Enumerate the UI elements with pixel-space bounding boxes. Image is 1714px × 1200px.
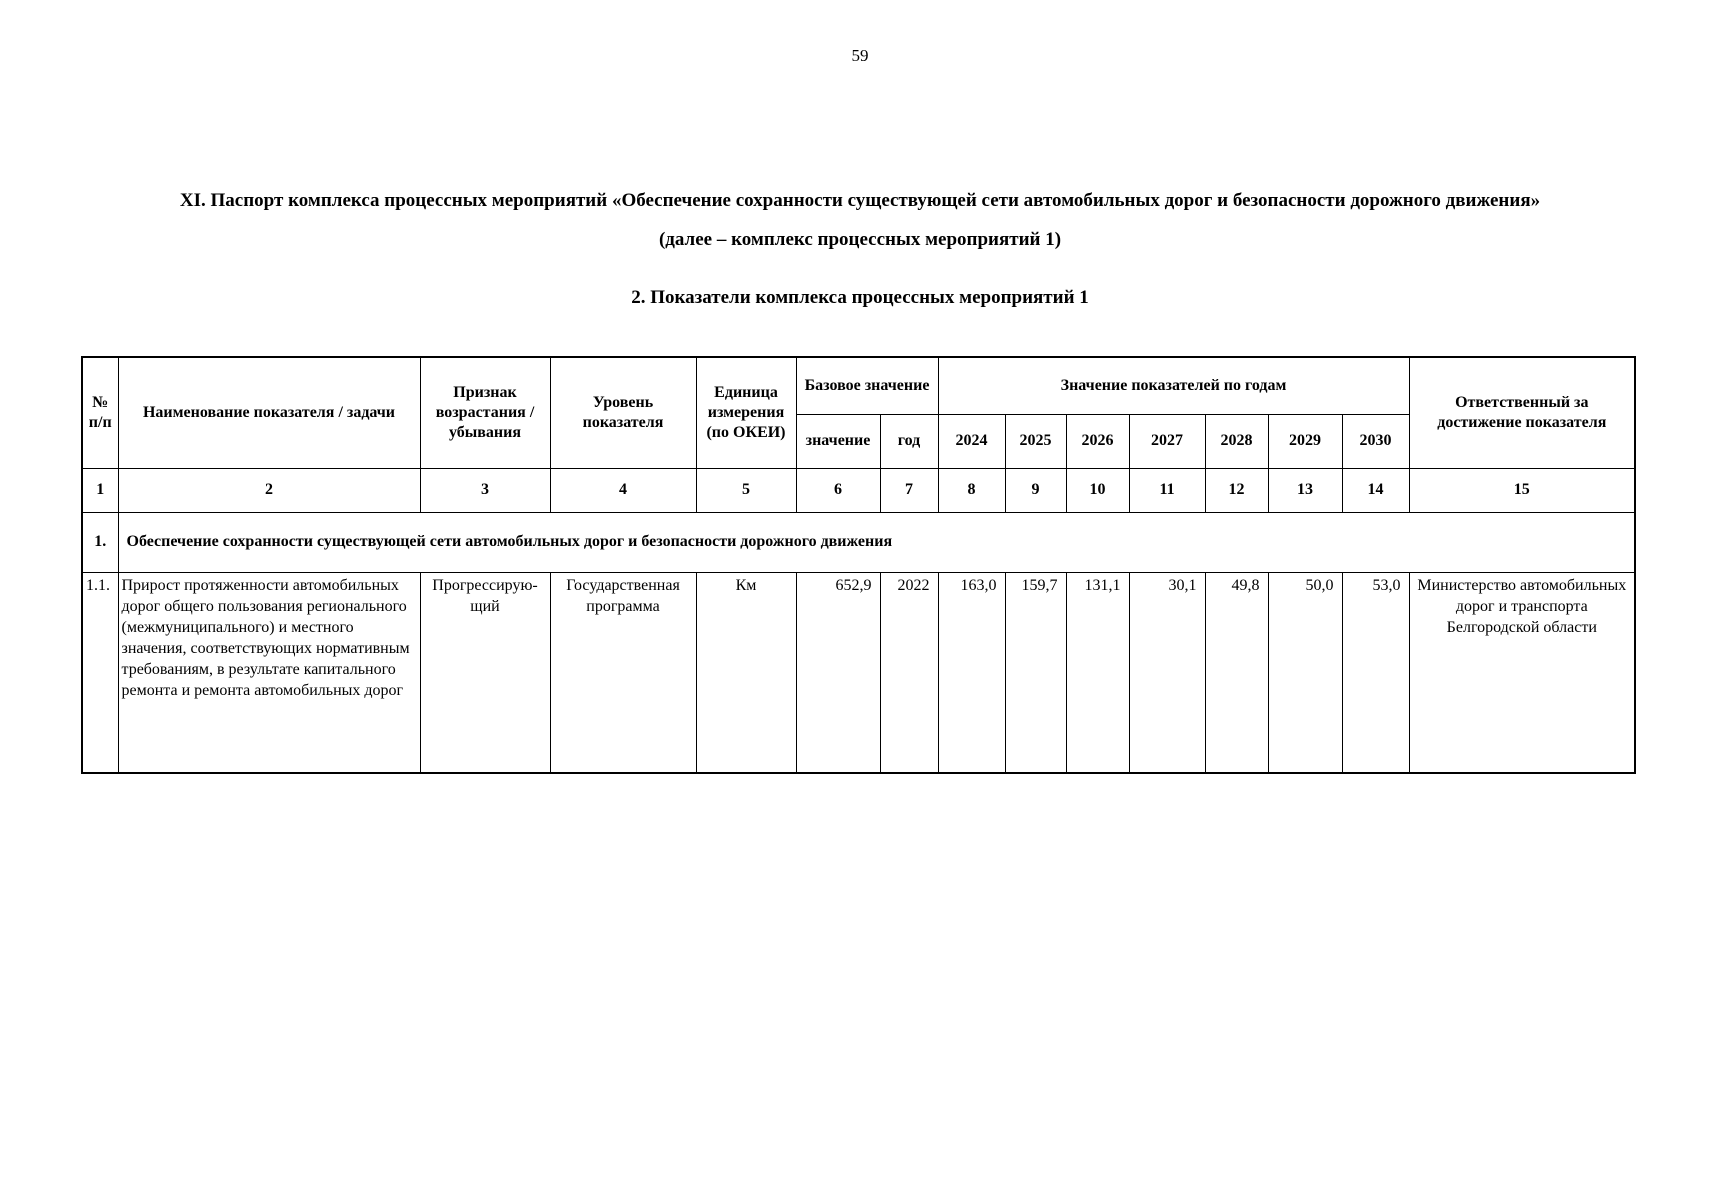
- header-responsible: Ответственный за достижение показателя: [1409, 357, 1635, 468]
- indicator-unit: Км: [696, 572, 796, 773]
- header-year-2024: 2024: [938, 414, 1005, 468]
- section-title: 2. Показатели комплекса процессных мероприятий 1: [631, 287, 1089, 308]
- column-number: 13: [1268, 468, 1342, 512]
- column-number: 2: [118, 468, 420, 512]
- header-sign: Признак возрастания / убывания: [420, 357, 550, 468]
- document-subtitle: (далее – комплекс процессных мероприятий 1): [658, 229, 1062, 250]
- header-level: Уровень показателя: [550, 357, 696, 468]
- header-year-2030: 2030: [1342, 414, 1409, 468]
- header-year-2026: 2026: [1066, 414, 1129, 468]
- header-year-2025: 2025: [1005, 414, 1066, 468]
- value-2029: 50,0: [1268, 572, 1342, 773]
- page-number: 59: [851, 46, 869, 65]
- header-year-2027: 2027: [1129, 414, 1205, 468]
- indicators-table: [81, 356, 1636, 774]
- value-2027: 30,1: [1129, 572, 1205, 773]
- column-number: 7: [880, 468, 938, 512]
- header-name: Наименование показателя / задачи: [118, 357, 420, 468]
- value-2028: 49,8: [1205, 572, 1268, 773]
- document-title: XI. Паспорт комплекса процессных мероприятий «Обеспечение сохранности существующей сети автомобильных дорог и безопасности дорожного движения»: [179, 190, 1541, 211]
- section-row: [82, 512, 1635, 572]
- header-year-2029: 2029: [1268, 414, 1342, 468]
- row-number: 1.1.: [82, 572, 118, 773]
- header-years-group: Значение показателей по годам: [938, 357, 1409, 414]
- column-number: 5: [696, 468, 796, 512]
- header-year-2028: 2028: [1205, 414, 1268, 468]
- column-number: 8: [938, 468, 1005, 512]
- header-base: Базовое значение: [796, 357, 938, 414]
- responsible-organization: Министерство автомобильных дорог и транспорта Белгородской области: [1409, 572, 1635, 773]
- base-year: 2022: [880, 572, 938, 773]
- section-number: 1.: [82, 512, 118, 572]
- column-number: 12: [1205, 468, 1268, 512]
- base-value: 652,9: [796, 572, 880, 773]
- header-base-year: год: [880, 414, 938, 468]
- indicator-sign: Прогрессирую-щий: [420, 572, 550, 773]
- header-no: № п/п: [82, 357, 118, 468]
- column-number: 1: [82, 468, 118, 512]
- value-2030: 53,0: [1342, 572, 1409, 773]
- column-number: 10: [1066, 468, 1129, 512]
- indicator-level: Государственная программа: [550, 572, 696, 773]
- column-number-row: [82, 468, 1635, 512]
- column-number: 15: [1409, 468, 1635, 512]
- section-heading: Обеспечение сохранности существующей сети автомобильных дорог и безопасности дорожного движения: [118, 512, 1635, 572]
- header-base-value: значение: [796, 414, 880, 468]
- column-number: 9: [1005, 468, 1066, 512]
- column-number: 3: [420, 468, 550, 512]
- value-2024: 163,0: [938, 572, 1005, 773]
- column-number: 6: [796, 468, 880, 512]
- table-row: [82, 572, 1635, 773]
- indicator-name: Прирост протяженности автомобильных дорог общего пользования регионального (межмуниципального) и местного значения, соответствующих нормативным требованиям, в результате капитального ремонта и ремонта автомобильных дорог: [118, 572, 420, 773]
- column-number: 4: [550, 468, 696, 512]
- column-number: 11: [1129, 468, 1205, 512]
- header-unit: Единица измерения (по ОКЕИ): [696, 357, 796, 468]
- column-number: 14: [1342, 468, 1409, 512]
- value-2026: 131,1: [1066, 572, 1129, 773]
- value-2025: 159,7: [1005, 572, 1066, 773]
